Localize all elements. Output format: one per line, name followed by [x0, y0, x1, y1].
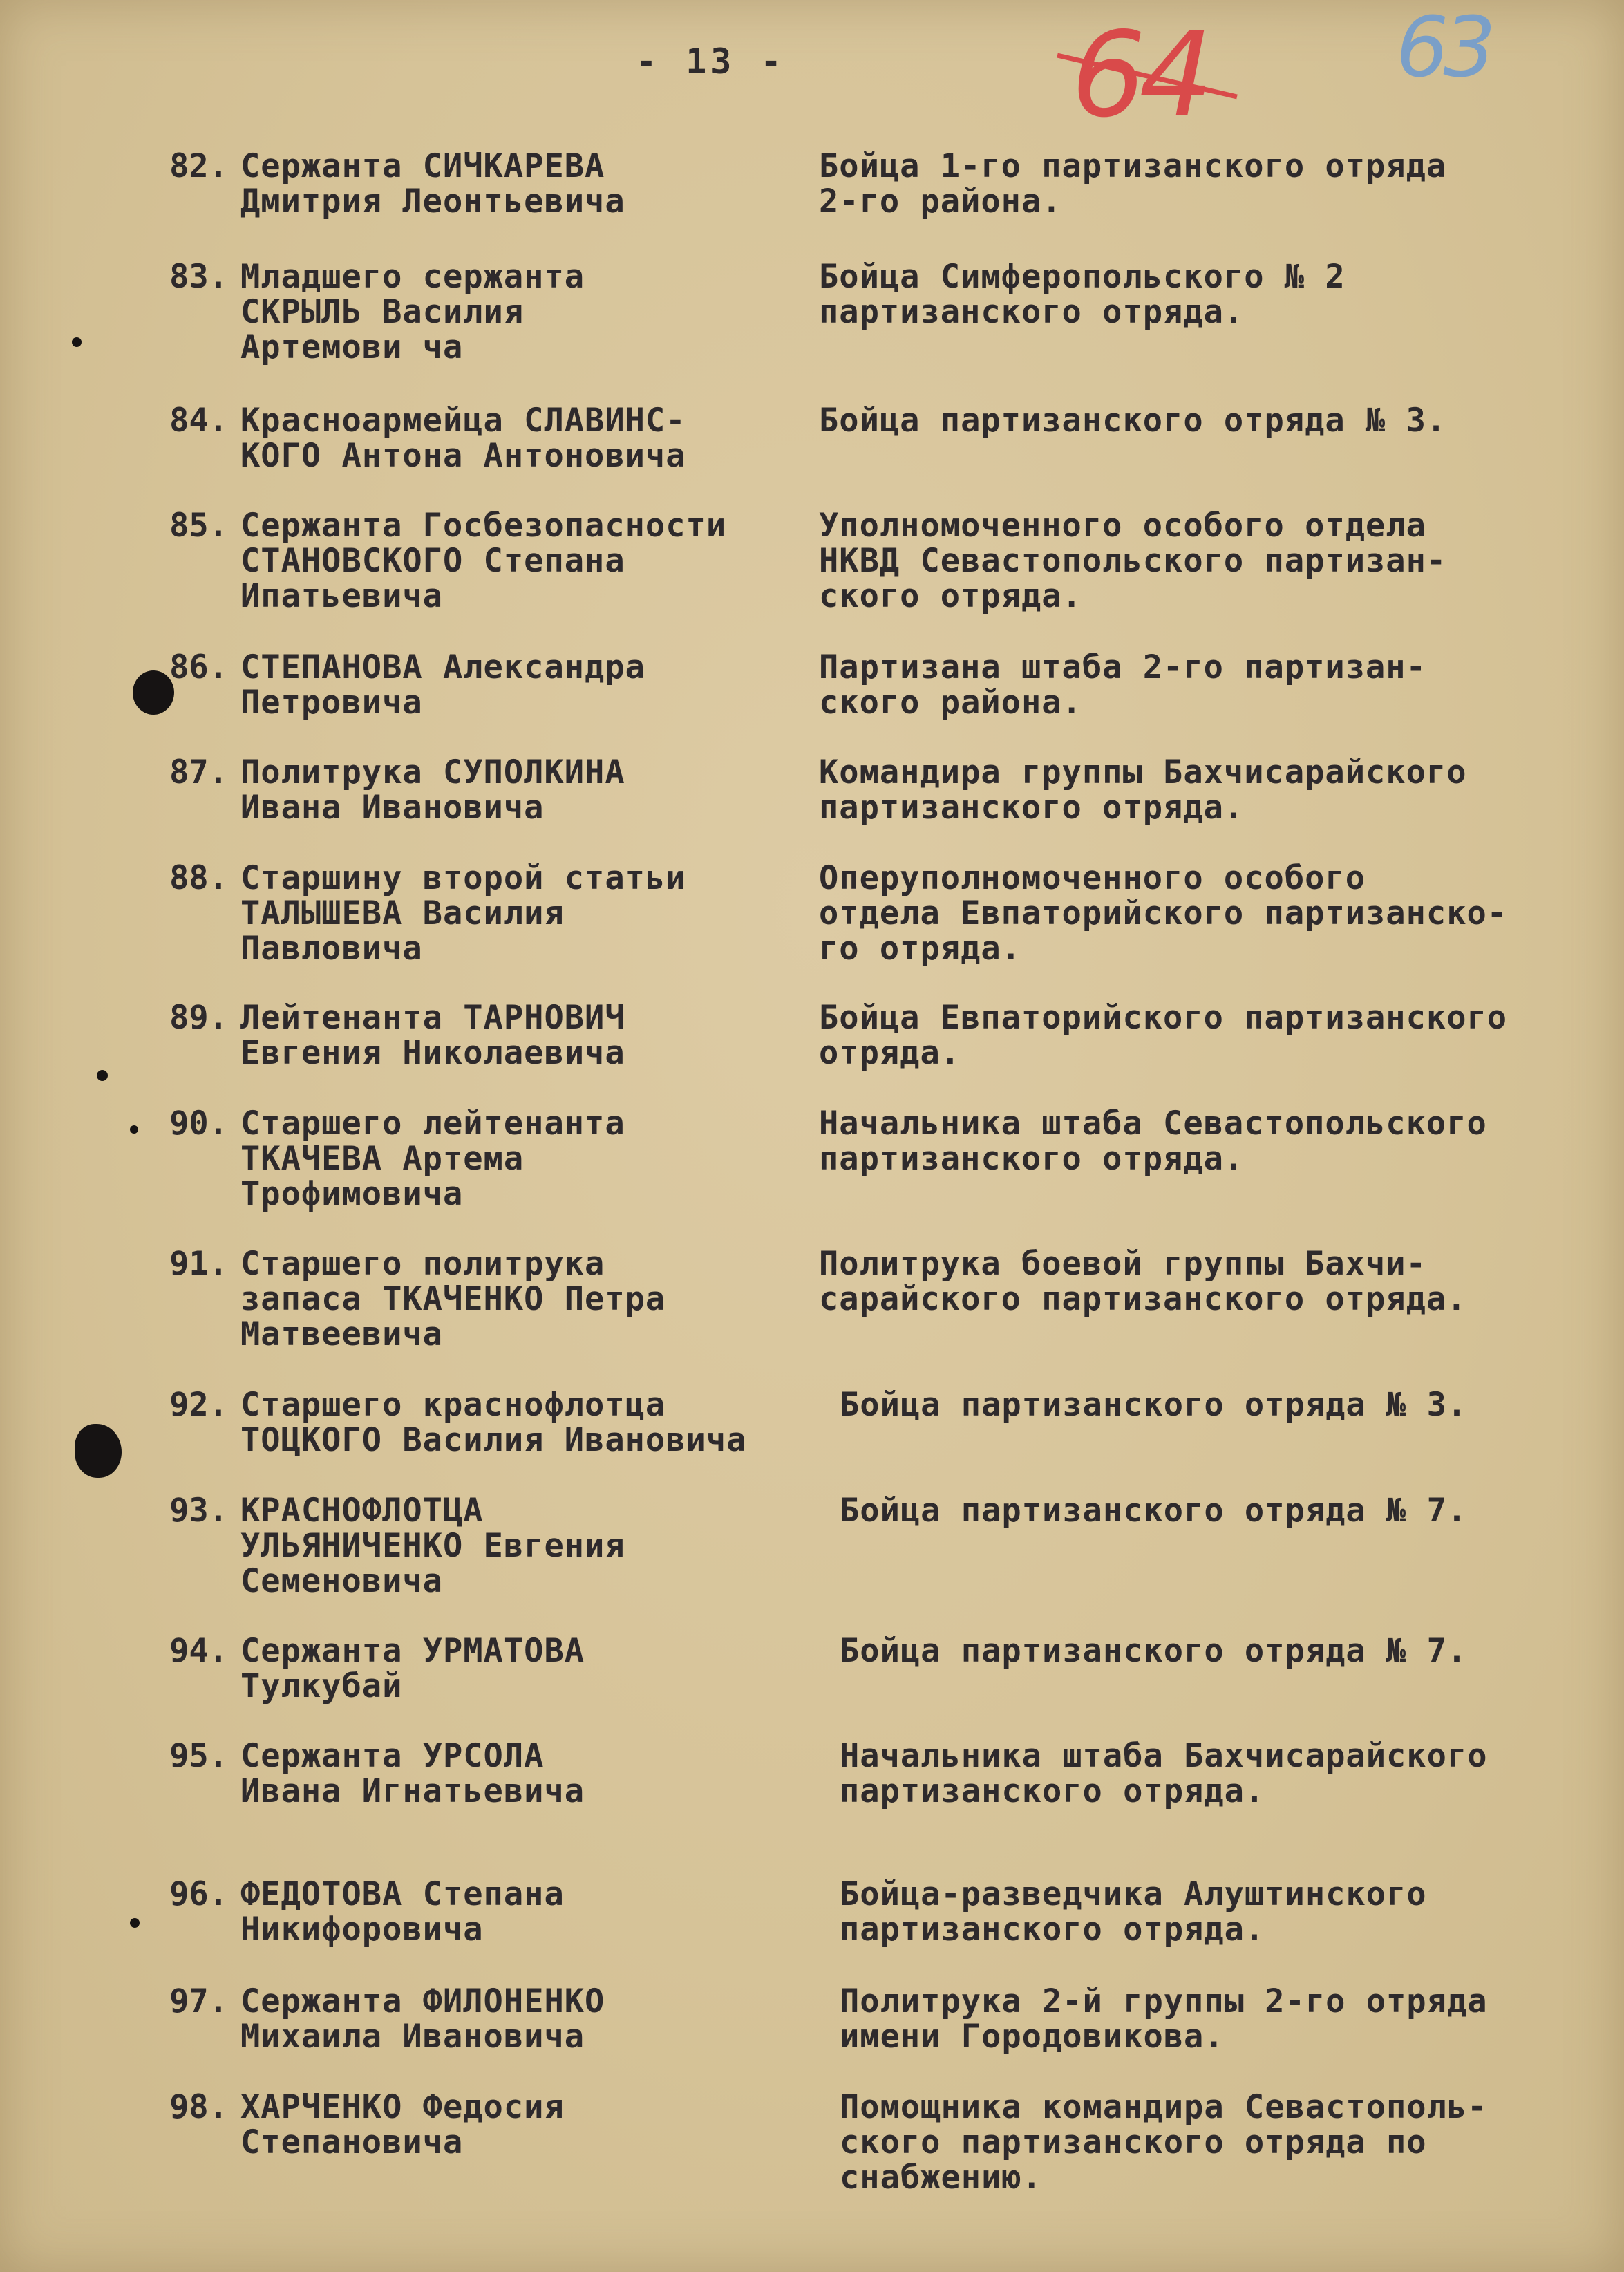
- entry-number: 89.: [169, 999, 228, 1037]
- entry-name: Сержанта ФИЛОНЕНКО Михаила Ивановича: [240, 1982, 605, 2056]
- entry-role: Бойца партизанского отряда № 3.: [840, 1386, 1468, 1424]
- entry-role: Бойца 1-го партизанского отряда 2-го района.: [819, 147, 1447, 220]
- ink-blot: [75, 1424, 122, 1478]
- ink-speck: [97, 1070, 108, 1081]
- entry-name: Политрука СУПОЛКИНА Ивана Ивановича: [240, 753, 625, 827]
- entry-number: 94.: [169, 1632, 228, 1670]
- entry-number: 82.: [169, 147, 228, 185]
- page-number: - 13 -: [636, 41, 786, 82]
- entry-role: Командира группы Бахчисарайского партизанского отряда.: [819, 753, 1467, 827]
- entry-role: Начальника штаба Севастопольского партизанского отряда.: [819, 1105, 1487, 1178]
- entry-name: Сержанта Госбезопасности СТАНОВСКОГО Степана Ипатьевича: [240, 507, 727, 615]
- blue-folio-number: [1389, 0, 1513, 111]
- entry-number: 88.: [169, 859, 228, 897]
- entry-role: Начальника штаба Бахчисарайского партизанского отряда.: [840, 1737, 1488, 1810]
- entry-role: Партизана штаба 2-го партизан- ского района.: [819, 648, 1426, 722]
- entry-name: КРАСНОФЛОТЦА УЛЬЯНИЧЕНКО Евгения Семеновича: [240, 1492, 625, 1600]
- entry-name: Старшину второй статьи ТАЛЫШЕВА Василия Павловича: [240, 859, 686, 968]
- entry-number: 92.: [169, 1386, 228, 1424]
- entry-name: Старшего краснофлотца ТОЦКОГО Василия Ивановича: [240, 1386, 747, 1459]
- entry-role: Бойца-разведчика Алуштинского партизанского отряда.: [840, 1875, 1427, 1949]
- entry-name: ФЕДОТОВА Степана Никифоровича: [240, 1875, 565, 1949]
- ink-speck: [130, 1125, 138, 1134]
- entry-number: 90.: [169, 1105, 228, 1143]
- entry-name: Сержанта СИЧКАРЕВА Дмитрия Леонтьевича: [240, 147, 625, 220]
- entry-name: ХАРЧЕНКО Федосия Степановича: [240, 2088, 565, 2161]
- red-folio-text: 64: [1071, 7, 1207, 144]
- ink-speck: [72, 337, 82, 347]
- entry-role: Политрука боевой группы Бахчи- сарайского партизанского отряда.: [819, 1245, 1467, 1318]
- entry-number: 93.: [169, 1492, 228, 1530]
- entry-role: Политрука 2-й группы 2-го отряда имени Городовикова.: [840, 1982, 1488, 2056]
- entry-role: Бойца Евпаторийского партизанского отряда.: [819, 999, 1508, 1072]
- blue-folio-text: 63: [1396, 0, 1491, 96]
- ink-speck: [130, 1918, 140, 1928]
- entry-number: 95.: [169, 1737, 228, 1775]
- entry-role: Бойца партизанского отряда № 7.: [840, 1492, 1468, 1530]
- entry-number: 85.: [169, 507, 228, 545]
- entry-role: Оперуполномоченного особого отдела Евпаторийского партизанско- го отряда.: [819, 859, 1508, 968]
- entry-name: Старшего лейтенанта ТКАЧЕВА Артема Трофимовича: [240, 1105, 625, 1213]
- entry-role: Уполномоченного особого отдела НКВД Севастопольского партизан- ского отряда.: [819, 507, 1447, 615]
- entry-role: Бойца партизанского отряда № 7.: [840, 1632, 1468, 1670]
- entry-role: Помощника командира Севастополь- ского партизанского отряда по снабжению.: [840, 2088, 1488, 2197]
- entry-number: 91.: [169, 1245, 228, 1283]
- entry-name: Сержанта УРМАТОВА Тулкубай: [240, 1632, 585, 1705]
- entry-name: Сержанта УРСОЛА Ивана Игнатьевича: [240, 1737, 585, 1810]
- entry-name: СТЕПАНОВА Александра Петровича: [240, 648, 645, 722]
- entry-number: 84.: [169, 402, 228, 440]
- ink-blot: [133, 670, 174, 715]
- entry-number: 98.: [169, 2088, 228, 2126]
- entry-name: Лейтенанта ТАРНОВИЧ Евгения Николаевича: [240, 999, 625, 1072]
- entry-number: 86.: [169, 648, 228, 686]
- entry-name: Младшего сержанта СКРЫЛЬ Василия Артемови ча: [240, 258, 585, 366]
- entry-number: 87.: [169, 753, 228, 791]
- entry-name: Старшего политрука запаса ТКАЧЕНКО Петра Матвеевича: [240, 1245, 666, 1353]
- entry-role: Бойца Симферопольского № 2 партизанского отряда.: [819, 258, 1346, 331]
- entry-number: 97.: [169, 1982, 228, 2020]
- entry-number: 96.: [169, 1875, 228, 1913]
- entry-name: Красноармейца СЛАВИНС- КОГО Антона Антоновича: [240, 402, 686, 475]
- entry-role: Бойца партизанского отряда № 3.: [819, 402, 1447, 440]
- entry-number: 83.: [169, 258, 228, 296]
